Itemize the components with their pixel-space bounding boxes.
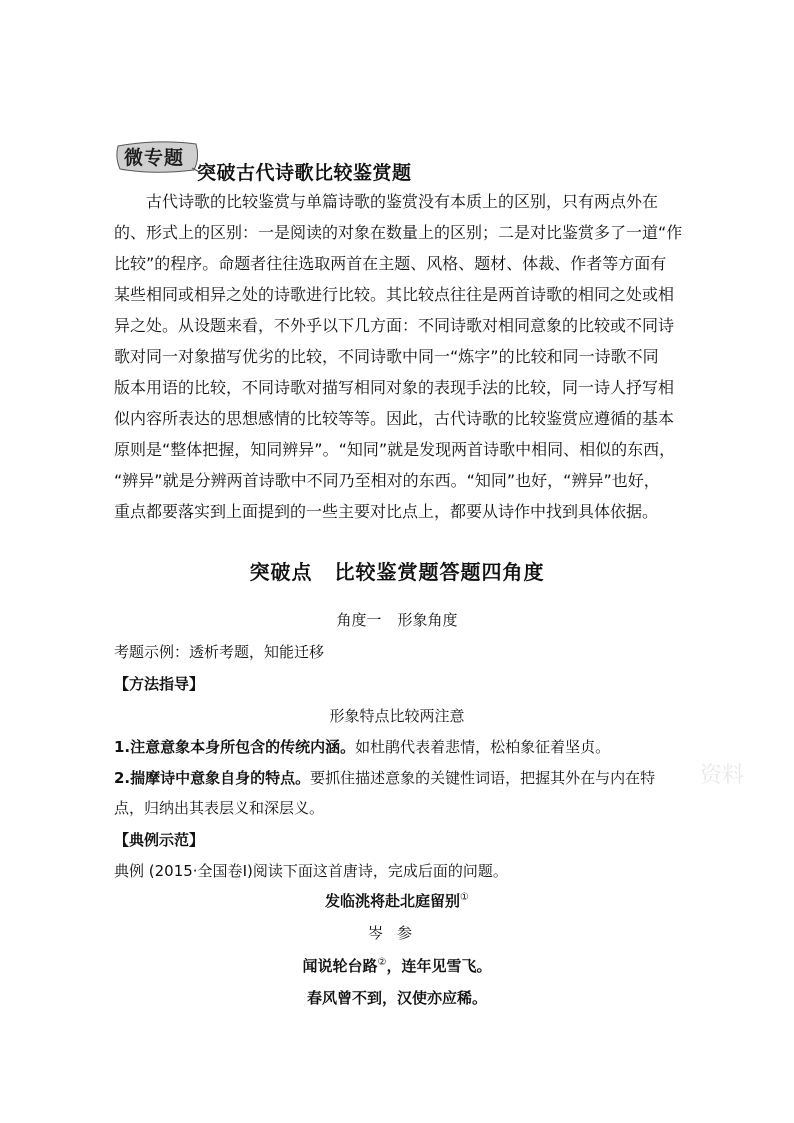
page-title: 突破古代诗歌比较鉴赏题 [197,162,412,184]
intro-line: 歌对同一对象描写优劣的比较，不同诗歌中同一“炼字”的比较和同一诗歌不同 [114,347,659,366]
intro-line: 异之处。从设题来看，不外乎以下几方面：不同诗歌对相同意象的比较或不同诗 [114,316,675,335]
intro-paragraph [114,186,682,527]
footnote-marker: ① [460,892,469,903]
intro-line: 版本用语的比较，不同诗歌对描写相同对象的表现手法的比较，同一诗人抒写相 [114,378,675,397]
method-item-2-key: 2.揣摩诗中意象自身的特点。 [114,769,311,787]
badge-label: 微专题 [124,147,185,169]
section-heading-prefix: 突破点 [249,560,313,584]
intro-line: 原则是“整体把握，知同辨异”。“知同”就是发现两首诗歌中相同、相似的东西， [114,440,676,459]
intro-line: 似内容所表达的思想感情的比较等等。因此，古代诗歌的比较鉴赏应遵循的基本 [114,409,675,428]
typical-example-label: 【典例示范】 [114,831,205,849]
poem-title [0,890,794,911]
method-item-2-text: 要抓住描述意象的关键性词语，把握其外在与内在特 [310,769,656,787]
section-heading-text: 比较鉴赏题答题四角度 [334,560,545,584]
typical-example-text: 典例 (2015·全国卷Ⅰ)阅读下面这首唐诗，完成后面的问题。 [114,862,508,880]
example-label: 考题示例：透析考题，知能迁移 [114,643,325,661]
intro-line: 古代诗歌的比较鉴赏与单篇诗歌的鉴赏没有本质上的区别，只有两点外在 [146,192,659,211]
watermark: 资料 [700,763,745,788]
intro-line: “辨异”就是分辨两首诗歌中不同乃至相对的东西。“知同”也好，“辨异”也好， [114,471,660,490]
footnote-marker: ② [377,957,387,968]
poem-author: 岑参 [367,924,426,942]
poem-line-2: 春风曾不到，汉使亦应稀。 [306,989,487,1007]
method-item-2 [114,767,655,788]
intro-line: 重点都要落实到上面提到的一些主要对比点上，都要从诗作中找到具体依据。 [114,502,659,521]
intro-line: 比较”的程序。命题者往往选取两首在主题、风格、题材、体裁、作者等方面有 [114,254,667,273]
method-item-1 [114,736,610,757]
poem-line-1-a: 闻说轮台路 [302,957,378,975]
angle-name: 形象角度 [397,611,458,629]
method-subheading: 形象特点比较两注意 [329,707,465,725]
method-label: 【方法指导】 [114,675,205,693]
intro-line: 某些相同或相异之处的诗歌进行比较。其比较点往往是两首诗歌的相同之处或相 [114,285,675,304]
method-item-1-text: 如杜鹃代表着悲情，松柏象征着坚贞。 [355,738,611,756]
poem-title-text: 发临洮将赴北庭留别 [325,892,461,910]
angle-heading [0,609,794,630]
section-heading [0,556,794,585]
method-item-2-continued: 点，归纳出其表层义和深层义。 [114,799,325,817]
poem-line-1 [0,955,794,976]
angle-number: 角度一 [336,611,382,629]
method-item-1-key: 1.注意意象本身所包含的传统内涵。 [114,738,356,756]
intro-line: 的、形式上的区别：一是阅读的对象在数量上的区别；二是对比鉴赏多了一道“作 [114,223,683,242]
poem-line-1-b: ，连年见雪飞。 [386,957,492,975]
